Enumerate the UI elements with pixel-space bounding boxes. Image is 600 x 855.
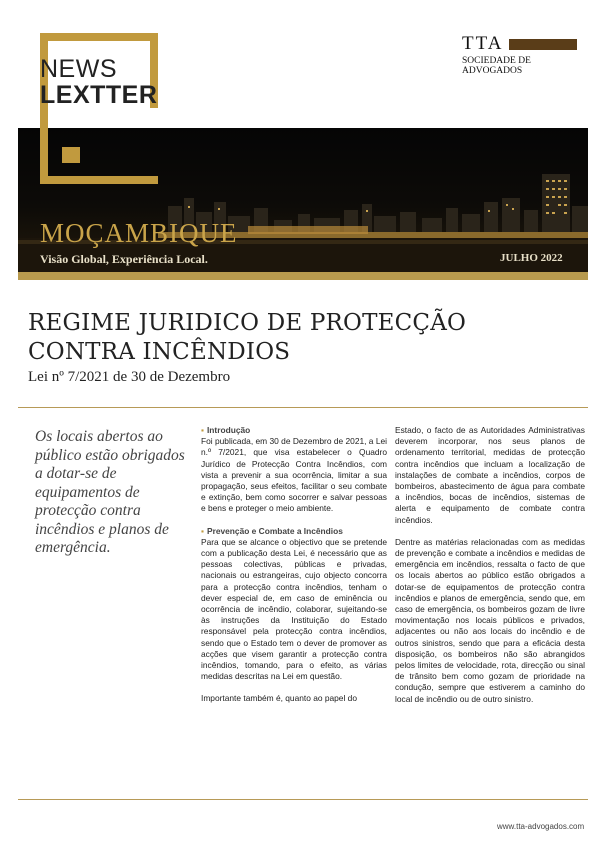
emergency-paragraph: Dentre as matérias relacionadas com as medidas de prevenção e combate a incêndios e medidas de emergência em incêndios, ressalta o facto de que os locais abertos ao público estão obrigados a dotar-se de equipamentos de protecção contra incêndios e planos de emergência, sendo que, em caso de emergência, os bombeiros gozam de livre movimentação nos locais públicos e privados, adjacentes ou não aos locais do incêndio e de outros sinistros, sendo que para a eficácia desta disposição, os bombeiros não são abrangidos pelos limites de velocidade, rota, direcção ou sinal de trânsito bem como gozam de prioridade na condução, sempre que estiverem a caminho do local de incêndio ou de outro sinistro. [395, 536, 585, 704]
news-line2: LEXTTER [40, 81, 158, 109]
issue-date: JULHO 2022 [500, 252, 563, 264]
prevention-paragraph: Para que se alcance o objectivo que se pretende com a publicação desta Lei, é necessário que as pessoas colectivas, públicas e privadas, nacionais ou estrangeiras, cujo objecto concorra para a protecção contra incêndios, tenham o dever especial de, em caso de eminência ou ocorrência de incêndio, colaborar, sujeitando-se às instruções da Instituição do Estado responsável pela protecção contra incêndios, sendo que o Estado tem o dever de promover as acções que visem garantir a protecção contra incêndios, tomando, para o efeito, as várias medidas descritas na Lei em questão. [201, 536, 387, 682]
section-heading-intro: ▪ Introdução [201, 425, 251, 435]
logo-subtitle: SOCIEDADE DE ADVOGADOS [462, 56, 531, 76]
gold-square-accent [62, 147, 80, 163]
top-divider [18, 407, 588, 408]
footer-url[interactable]: www.tta-advogados.com [497, 822, 585, 831]
bullet-icon: ▪ [201, 525, 204, 536]
pull-quote: Os locais abertos ao público estão obrigados a dotar-se de equipamentos de protecção contra incêndios e planos de emergência. [35, 428, 185, 556]
motto: Visão Global, Experiência Local. [40, 252, 208, 266]
logo-bar [509, 39, 577, 50]
bullet-icon: ▪ [201, 425, 204, 435]
title-line1: REGIME JURIDICO DE PROTECÇÃO [28, 310, 467, 336]
logo-name: TTA [462, 33, 504, 54]
section-heading-prevention: ▪ Prevenção e Combate a Incêndios [201, 525, 343, 536]
newsletter-title [40, 56, 157, 108]
article-column-1 [201, 425, 387, 716]
country-name: MOÇAMBIQUE [40, 218, 238, 248]
document-title [28, 309, 568, 367]
bottom-divider [18, 799, 588, 800]
title-line2: CONTRA INCÊNDIOS [28, 339, 291, 365]
news-line1: NEWS [40, 55, 117, 83]
banner-gold-strip [18, 272, 588, 280]
intro-paragraph: Foi publicada, em 30 de Dezembro de 2021, a Lei n.º 7/2021, que visa estabelecer o Quadro Jurídico de Protecção Contra Incêndios, com vista a prevenir a sua ocorrência, limitar a sua propagação, seus efeitos, facilitar o seu combate e extinção, bem como socorrer e salvar pessoas e bens e proteger o meio ambiente. [201, 436, 387, 514]
gold-frame-bottom [40, 176, 158, 184]
important-paragraph: Importante também é, quanto ao papel do [201, 693, 357, 704]
state-paragraph: Estado, o facto de as Autoridades Administrativas deverem incorporar, nos seus planos de ordenamento territorial, medidas de protecção contra incêndios que incluam a localização de instalações de combate a incêndios, corpos de bombeiros, abastecimento de água para combate a incêndios, bocas de incêndios, sistemas de alerta e equipamento de combate contra incêndios. [395, 425, 585, 525]
law-reference: Lei nº 7/2021 de 30 de Dezembro [28, 369, 231, 385]
tta-logo [462, 33, 587, 76]
article-column-2 [395, 425, 585, 716]
